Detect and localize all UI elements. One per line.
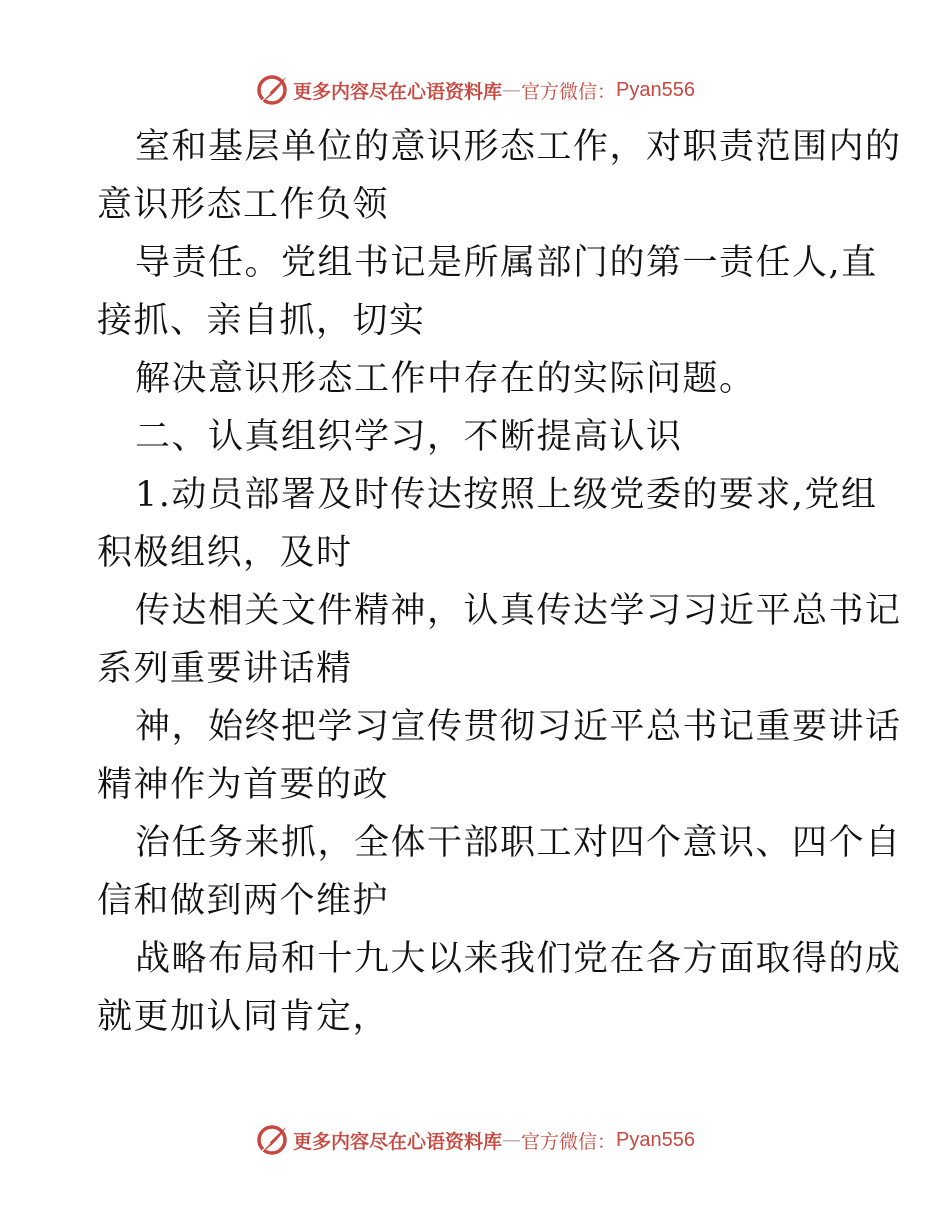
- quill-logo-icon: [255, 73, 289, 107]
- header-watermark: [0, 70, 950, 110]
- text-line-8: 积极组织，及时: [97, 533, 353, 573]
- text-line-14: 信和做到两个维护: [97, 881, 390, 921]
- section-heading: 二、认真组织学习，不断提高认识: [135, 417, 683, 457]
- text-line-1: 室和基层单位的意识形态工作，对职责范围内的: [135, 127, 902, 167]
- text-line-9: 传达相关文件精神，认真传达学习习近平总书记: [135, 591, 902, 631]
- text-line-5: 解决意识形态工作中存在的实际问题。: [135, 359, 756, 399]
- quill-logo-icon: [255, 1123, 289, 1157]
- text-line-3: 导责任。党组书记是所属部门的第一责任人,直: [135, 243, 878, 283]
- watermark-text: 更多内容尽在心语资料库: [293, 1130, 503, 1153]
- text-line-16: 就更加认同肯定，: [97, 997, 390, 1037]
- text-line-10: 系列重要讲话精: [97, 649, 353, 689]
- watermark-wechat-label: 官方微信：: [521, 1130, 617, 1153]
- document-body: [97, 118, 902, 1046]
- watermark-wechat-id: Pyan556: [616, 1128, 695, 1151]
- text-line-2: 意识形态工作负领: [97, 185, 390, 225]
- text-line-12: 精神作为首要的政: [97, 765, 390, 805]
- footer-watermark: [0, 1120, 950, 1160]
- text-line-15: 战略布局和十九大以来我们党在各方面取得的成: [135, 939, 902, 979]
- watermark-text: 更多内容尽在心语资料库: [293, 80, 503, 103]
- watermark-separator: —: [502, 1129, 522, 1151]
- text-line-4: 接抓、亲自抓，切实: [97, 301, 426, 341]
- text-line-7: 1.动员部署及时传达按照上级党委的要求,党组: [135, 475, 878, 515]
- watermark-wechat-id: Pyan556: [616, 78, 695, 101]
- watermark-wechat-label: 官方微信：: [521, 80, 617, 103]
- text-line-13: 治任务来抓，全体干部职工对四个意识、四个自: [135, 823, 902, 863]
- text-line-11: 神，始终把学习宣传贯彻习近平总书记重要讲话: [135, 707, 902, 747]
- watermark-separator: —: [502, 79, 522, 101]
